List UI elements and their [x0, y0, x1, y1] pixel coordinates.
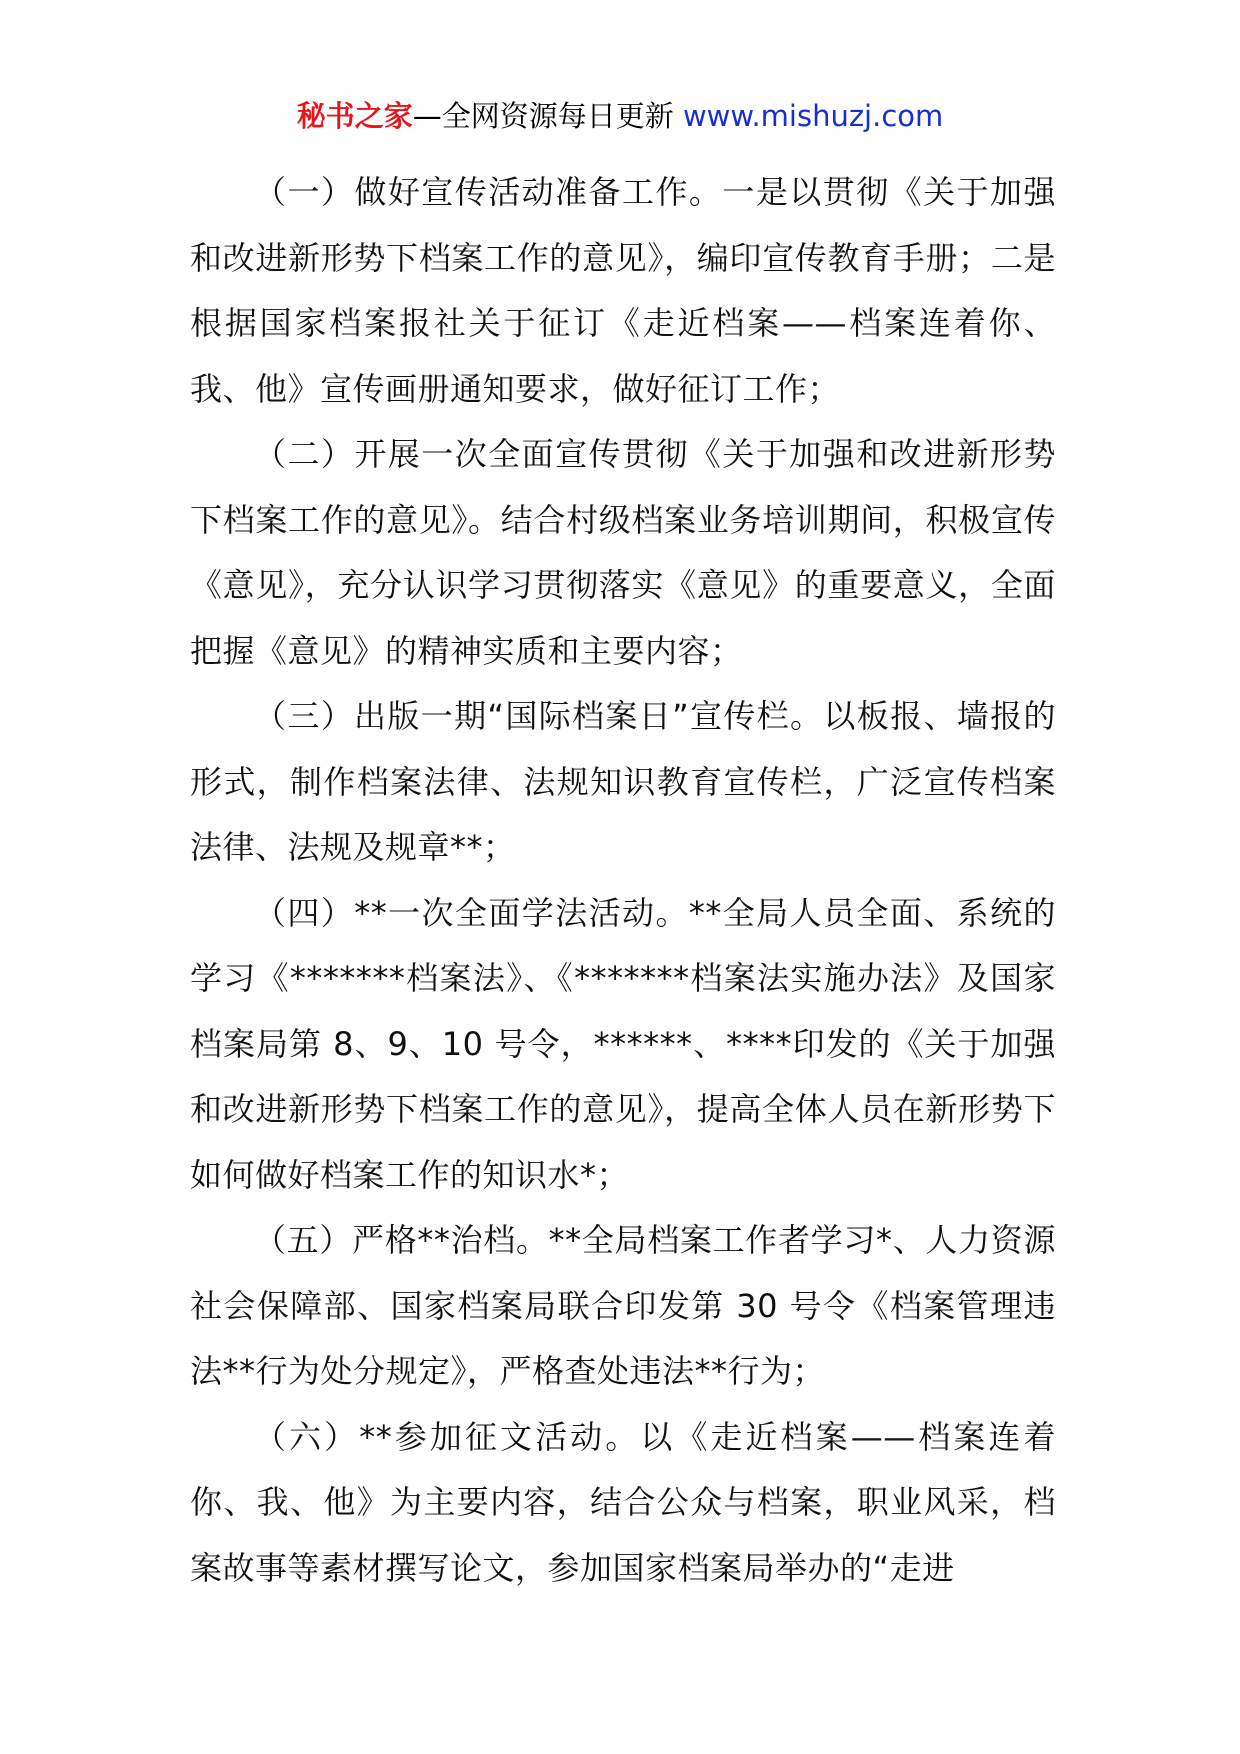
- document-body: [190, 160, 1056, 1601]
- paragraph-3: （三）出版一期“国际档案日”宣传栏。以板报、墙报的形式，制作档案法律、法规知识教育宣传栏，广泛宣传档案法律、法规及规章**；: [190, 697, 1056, 866]
- page-header: [0, 96, 1240, 136]
- paragraph-1: （一）做好宣传活动准备工作。一是以贯彻《关于加强和改进新形势下档案工作的意见》，编印宣传教育手册；二是根据国家档案报社关于征订《走近档案——档案连着你、我、他》宣传画册通知要求，做好征订工作；: [190, 173, 1056, 408]
- paragraph-4: （四）**一次全面学法活动。**全局人员全面、系统的学习《*******档案法》、《*******档案法实施办法》及国家档案局第 8、9、10 号令，******、****印发的《关于加强和改进新形势下档案工作的意见》，提高全体人员在新形势下如何做好档案工作的知识水*；: [190, 893, 1056, 1194]
- paragraph-6: （六）**参加征文活动。以《走近档案——档案连着你、我、他》为主要内容，结合公众与档案，职业风采，档案故事等素材撰写论文，参加国家档案局举办的“走进: [190, 1417, 1056, 1587]
- header-url-link[interactable]: www.mishuzj.com: [682, 99, 944, 133]
- header-brand: 秘书之家: [296, 99, 413, 133]
- header-tagline: —全网资源每日更新: [412, 99, 683, 133]
- paragraph-2: （二）开展一次全面宣传贯彻《关于加强和改进新形势下档案工作的意见》。结合村级档案业务培训期间，积极宣传《意见》，充分认识学习贯彻落实《意见》的重要意义，全面把握《意见》的精神实质和主要内容；: [190, 435, 1056, 670]
- paragraph-5: （五）严格**治档。**全局档案工作者学习*、人力资源社会保障部、国家档案局联合印发第 30 号令《档案管理违法**行为处分规定》，严格查处违法**行为；: [190, 1221, 1056, 1390]
